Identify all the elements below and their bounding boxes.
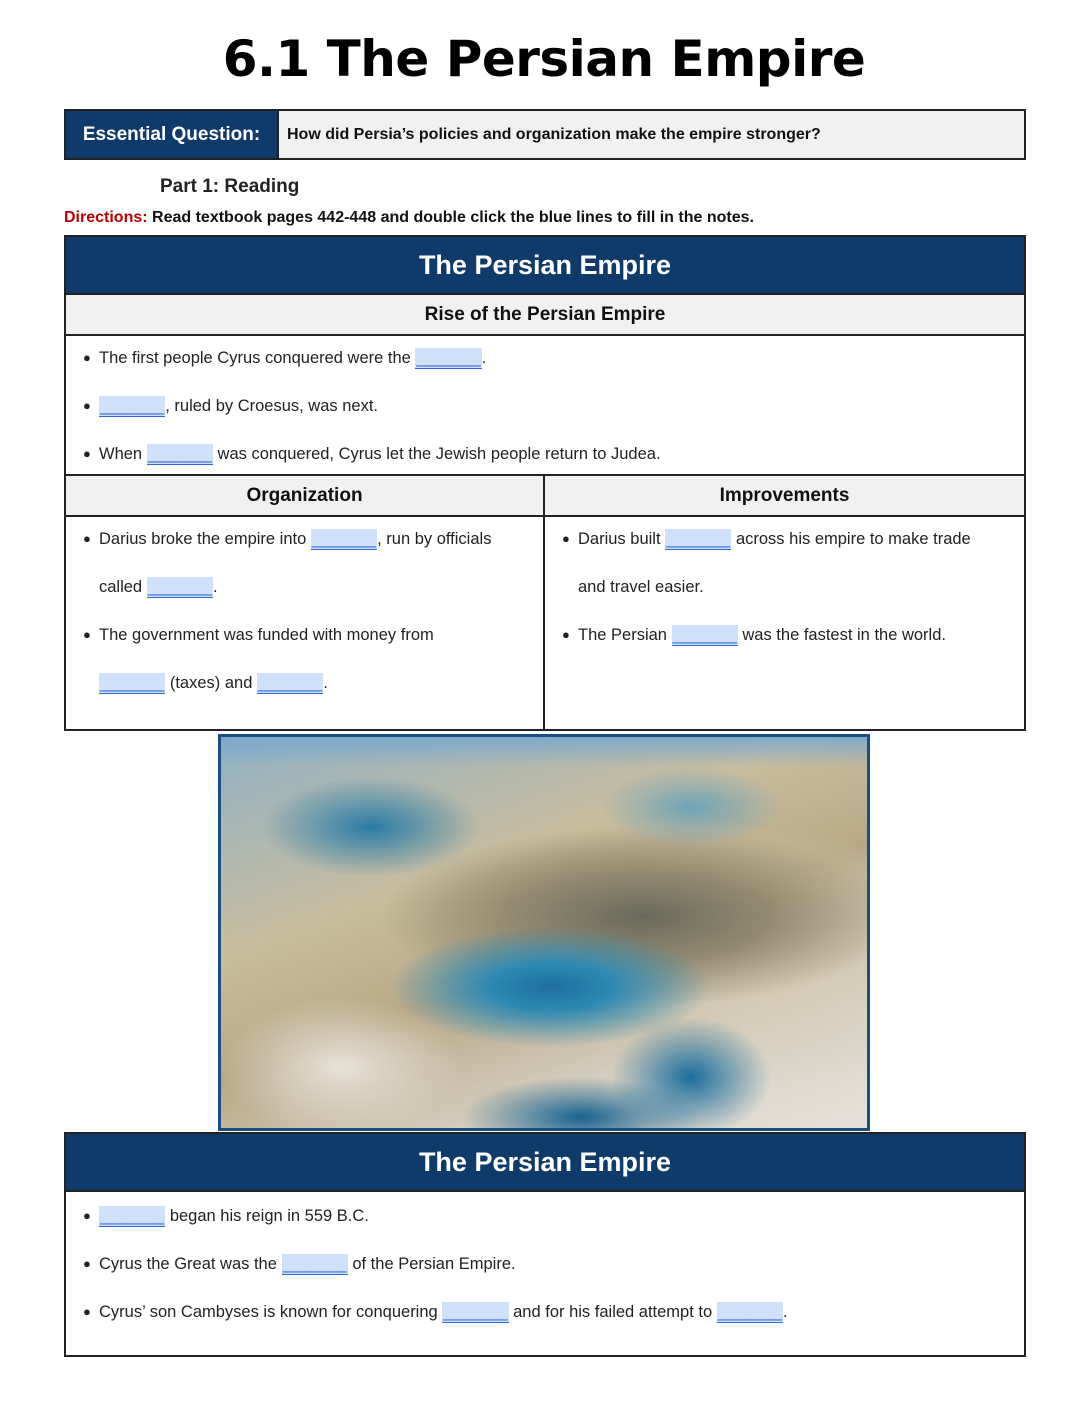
rise-header: Rise of the Persian Empire [66, 295, 1024, 336]
directions-text: Read textbook pages 442-448 and double click the blue lines to fill in the notes. [152, 209, 754, 226]
bullet-icon: ● [83, 531, 91, 546]
improvements-column [545, 476, 1024, 729]
essential-question-box [64, 109, 1026, 160]
blank-field[interactable]: _______ [416, 349, 481, 367]
blank-field[interactable]: _______ [443, 1303, 508, 1321]
blank-field[interactable]: _______ [282, 1255, 347, 1273]
bullet-icon: ● [83, 1208, 91, 1223]
blank-field[interactable]: _______ [100, 397, 165, 415]
essential-question-label: Essential Question: [66, 111, 279, 158]
bullet-icon: ● [562, 531, 570, 546]
organization-column [66, 476, 545, 729]
list-item: ● _______, ruled by Croesus, was next. [66, 393, 1024, 441]
rise-notes [66, 336, 1024, 476]
persia-relief-map-image [218, 734, 870, 1131]
list-item: ● Cyrus’ son Cambyses is known for conquering _______ and for his failed attempt to _______. [66, 1299, 1024, 1347]
bullet-icon: ● [562, 627, 570, 642]
improvements-header: Improvements [545, 476, 1024, 517]
bullet-icon: ● [83, 350, 91, 365]
blank-field[interactable]: _______ [311, 530, 377, 548]
blank-field[interactable]: _______ [147, 578, 212, 596]
blank-field[interactable]: _______ [257, 674, 323, 692]
notes-table-1 [64, 235, 1026, 731]
list-item: ● The first people Cyrus conquered were the _______. [66, 345, 1024, 393]
part-heading: Part 1: Reading [160, 176, 300, 197]
directions-label: Directions: [64, 209, 148, 226]
bullet-icon: ● [83, 1256, 91, 1271]
blank-field[interactable]: _______ [100, 674, 165, 692]
list-item-continuation: called _______. [99, 578, 218, 596]
list-item: ● Darius broke the empire into _______, run by officials [66, 526, 543, 574]
bullet-icon: ● [83, 1304, 91, 1319]
page-title: 6.1 The Persian Empire [222, 30, 866, 88]
table-header: The Persian Empire [66, 237, 1024, 295]
blank-field[interactable]: _______ [147, 445, 212, 463]
list-item: ● When _______ was conquered, Cyrus let the Jewish people return to Judea. [66, 441, 1024, 489]
list-item: ● _______ began his reign in 559 B.C. [66, 1203, 1024, 1251]
list-item: ● The Persian _______ was the fastest in the world. [545, 622, 1024, 670]
blank-field[interactable]: _______ [672, 626, 737, 644]
blank-field[interactable]: _______ [717, 1303, 782, 1321]
notes-table-2 [64, 1132, 1026, 1357]
essential-question-text: How did Persia’s policies and organization make the empire stronger? [279, 111, 1024, 158]
organization-header: Organization [66, 476, 543, 517]
bullet-icon: ● [83, 446, 91, 461]
bullet-icon: ● [83, 627, 91, 642]
list-item: ● Cyrus the Great was the _______ of the Persian Empire. [66, 1251, 1024, 1299]
directions [64, 209, 754, 227]
list-item: ● The government was funded with money from [66, 622, 543, 670]
table-header: The Persian Empire [66, 1134, 1024, 1192]
bullet-icon: ● [83, 398, 91, 413]
two-column-section [66, 476, 1024, 729]
list-item-continuation: and travel easier. [578, 578, 704, 596]
blank-field[interactable]: _______ [100, 1207, 165, 1225]
blank-field[interactable]: _______ [666, 530, 731, 548]
list-item-continuation: _______ (taxes) and _______. [100, 674, 328, 692]
list-item: ● Darius built _______ across his empire to make trade [545, 526, 1024, 574]
